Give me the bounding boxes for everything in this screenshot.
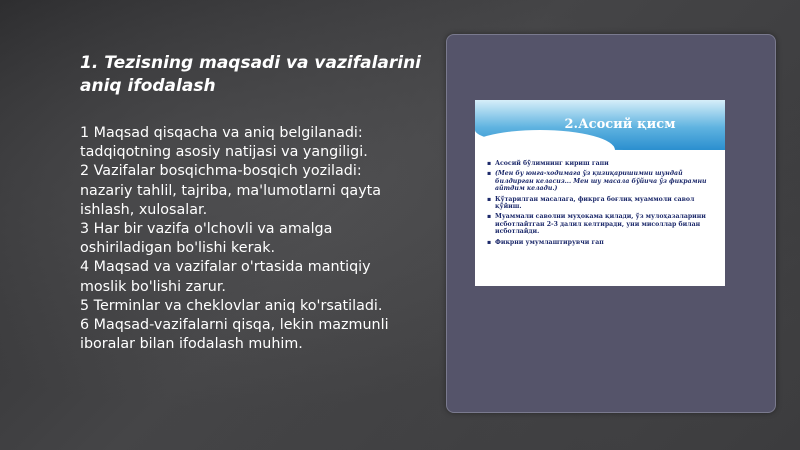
slide-body [80, 124, 425, 354]
slide-image-item: ▪ Фикрни умумлаштирувчи гап [487, 239, 719, 246]
body-line: tadqiqotning asosiy natijasi va yangiligi. [80, 144, 368, 161]
slide-image-item: ▪ Асосий бўлимнинг кириш гапи [487, 160, 719, 167]
slide-image-title: 2.Асосий қисм [564, 117, 676, 132]
slide-image-list [487, 160, 719, 249]
body-line: 1 Maqsad qisqacha va aniq belgilanadi: [80, 125, 363, 141]
body-line: iboralar bilan ifodalash muhim. [80, 336, 303, 353]
slide-title-line: aniq ifodalash [80, 76, 216, 96]
slide-image-item: ▪ Муаммали саволни муҳокама қилади, ўз мулоҳазаларини исботлайтган 2-3 далил келтиради, уни мисоллар билан исботлайди. [487, 213, 719, 235]
body-line: ishlash, xulosalar. [80, 201, 208, 218]
slide-image-item: ▪ (Мен бу юнга-ходимага ўз қизиқаришимни шундай билдирган келасиз... Мен шу масала бўйича ўз фикрамни айтдим келади.) [487, 170, 719, 192]
body-line: 3 Har bir vazifa o'lchovli va amalga [80, 221, 333, 238]
slide-title [80, 52, 425, 98]
body-line: 5 Terminlar va cheklovlar aniq ko'rsatiladi. [80, 297, 383, 314]
slide-text-area [80, 52, 425, 354]
body-line: 2 Vazifalar bosqichma-bosqich yoziladi: [80, 163, 362, 180]
body-line: oshiriladigan bo'lishi kerak. [80, 240, 276, 257]
slide-title-line: 1. Tezisning maqsadi va vazifalarini [80, 53, 422, 73]
body-line: nazariy tahlil, tajriba, ma'lumotlarni qayta [80, 182, 382, 199]
body-line: moslik bo'lishi zarur. [80, 278, 226, 295]
body-line: 4 Maqsad va vazifalar o'rtasida mantiqiy [80, 259, 371, 276]
body-line: 6 Maqsad-vazifalarni qisqa, lekin mazmunli [80, 317, 389, 334]
embedded-slide-image [475, 100, 725, 286]
slide-image-item: ▪ Кўтарилган масалага, фикрга боғлиқ муаммоли савол қўйиш. [487, 196, 719, 211]
